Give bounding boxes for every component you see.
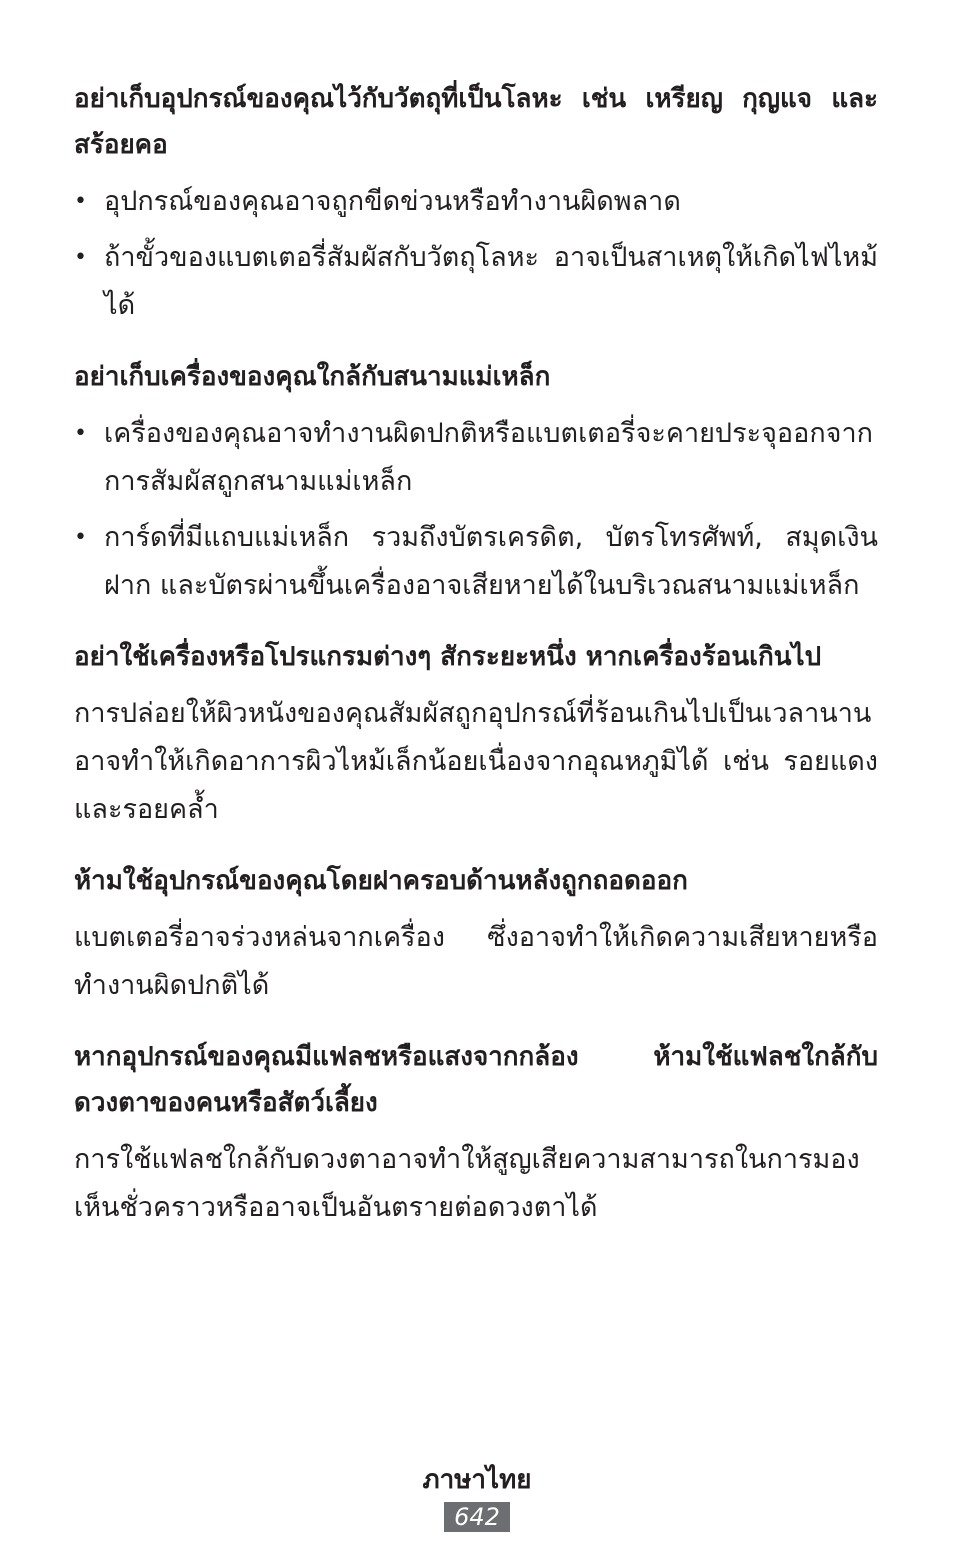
footer-language: ภาษาไทย	[422, 1465, 532, 1495]
list-item	[74, 410, 878, 506]
list-item	[74, 514, 878, 610]
section-heading: อย่าเก็บอุปกรณ์ของคุณไว้กับวัตถุที่เป็นโลหะ เช่น เหรียญ กุญแจ และสร้อยคอ	[74, 84, 878, 160]
section-paragraph: แบตเตอรี่อาจร่วงหล่นจากเครื่อง ซึ่งอาจทำให้เกิดความเสียหายหรือทำงานผิดปกติได้	[74, 922, 878, 1001]
section-heading: อย่าใช้เครื่องหรือโปรแกรมต่างๆ สักระยะหนึ่ง หากเครื่องร้อนเกินไป	[74, 642, 822, 672]
section-overheating	[74, 634, 878, 834]
page-number: 642	[444, 1502, 510, 1532]
section-flash	[74, 1034, 878, 1232]
document-body	[74, 76, 878, 1232]
bullet-list	[74, 410, 878, 610]
section-heading: ห้ามใช้อุปกรณ์ของคุณโดยฝาครอบด้านหลังถูกถอดออก	[74, 866, 688, 896]
section-paragraph: การปล่อยให้ผิวหนังของคุณสัมผัสถูกอุปกรณ์ที่ร้อนเกินไปเป็นเวลานานอาจทำให้เกิดอาการผิวไหม้เล็กน้อยเนื่องจากอุณหภูมิได้ เช่น รอยแดงและรอยคล้ำ	[74, 698, 878, 825]
section-back-cover	[74, 858, 878, 1010]
list-item	[74, 178, 878, 226]
bullet-icon: •	[74, 421, 87, 446]
list-item-text: เครื่องของคุณอาจทำงานผิดปกติหรือแบตเตอรี่จะคายประจุออกจากการสัมผัสถูกสนามแม่เหล็ก	[104, 418, 873, 497]
bullet-icon: •	[74, 189, 87, 214]
bullet-list	[74, 178, 878, 330]
section-heading: หากอุปกรณ์ของคุณมีแฟลชหรือแสงจากกล้อง ห้ามใช้แฟลชใกล้กับดวงตาของคนหรือสัตว์เลี้ยง	[74, 1042, 878, 1118]
bullet-icon: •	[74, 525, 87, 550]
bullet-icon: •	[74, 245, 87, 270]
list-item-text: ถ้าขั้วของแบตเตอรี่สัมผัสกับวัตถุโลหะ อาจเป็นสาเหตุให้เกิดไฟไหม้ได้	[104, 242, 878, 321]
list-item	[74, 234, 878, 330]
list-item-text: อุปกรณ์ของคุณอาจถูกขีดข่วนหรือทำงานผิดพลาด	[104, 186, 681, 217]
section-paragraph: การใช้แฟลชใกล้กับดวงตาอาจทำให้สูญเสียความสามารถในการมองเห็นชั่วคราวหรืออาจเป็นอันตรายต่อดวงตาได้	[74, 1144, 860, 1223]
section-heading: อย่าเก็บเครื่องของคุณใกล้กับสนามแม่เหล็ก	[74, 362, 551, 392]
section-metal-objects	[74, 76, 878, 330]
page-footer	[0, 1460, 954, 1532]
section-magnetic-fields	[74, 354, 878, 610]
list-item-text: การ์ดที่มีแถบแม่เหล็ก รวมถึงบัตรเครดิต, บัตรโทรศัพท์, สมุดเงินฝาก และบัตรผ่านขึ้นเครื่องอาจเสียหายได้ในบริเวณสนามแม่เหล็ก	[104, 522, 878, 601]
